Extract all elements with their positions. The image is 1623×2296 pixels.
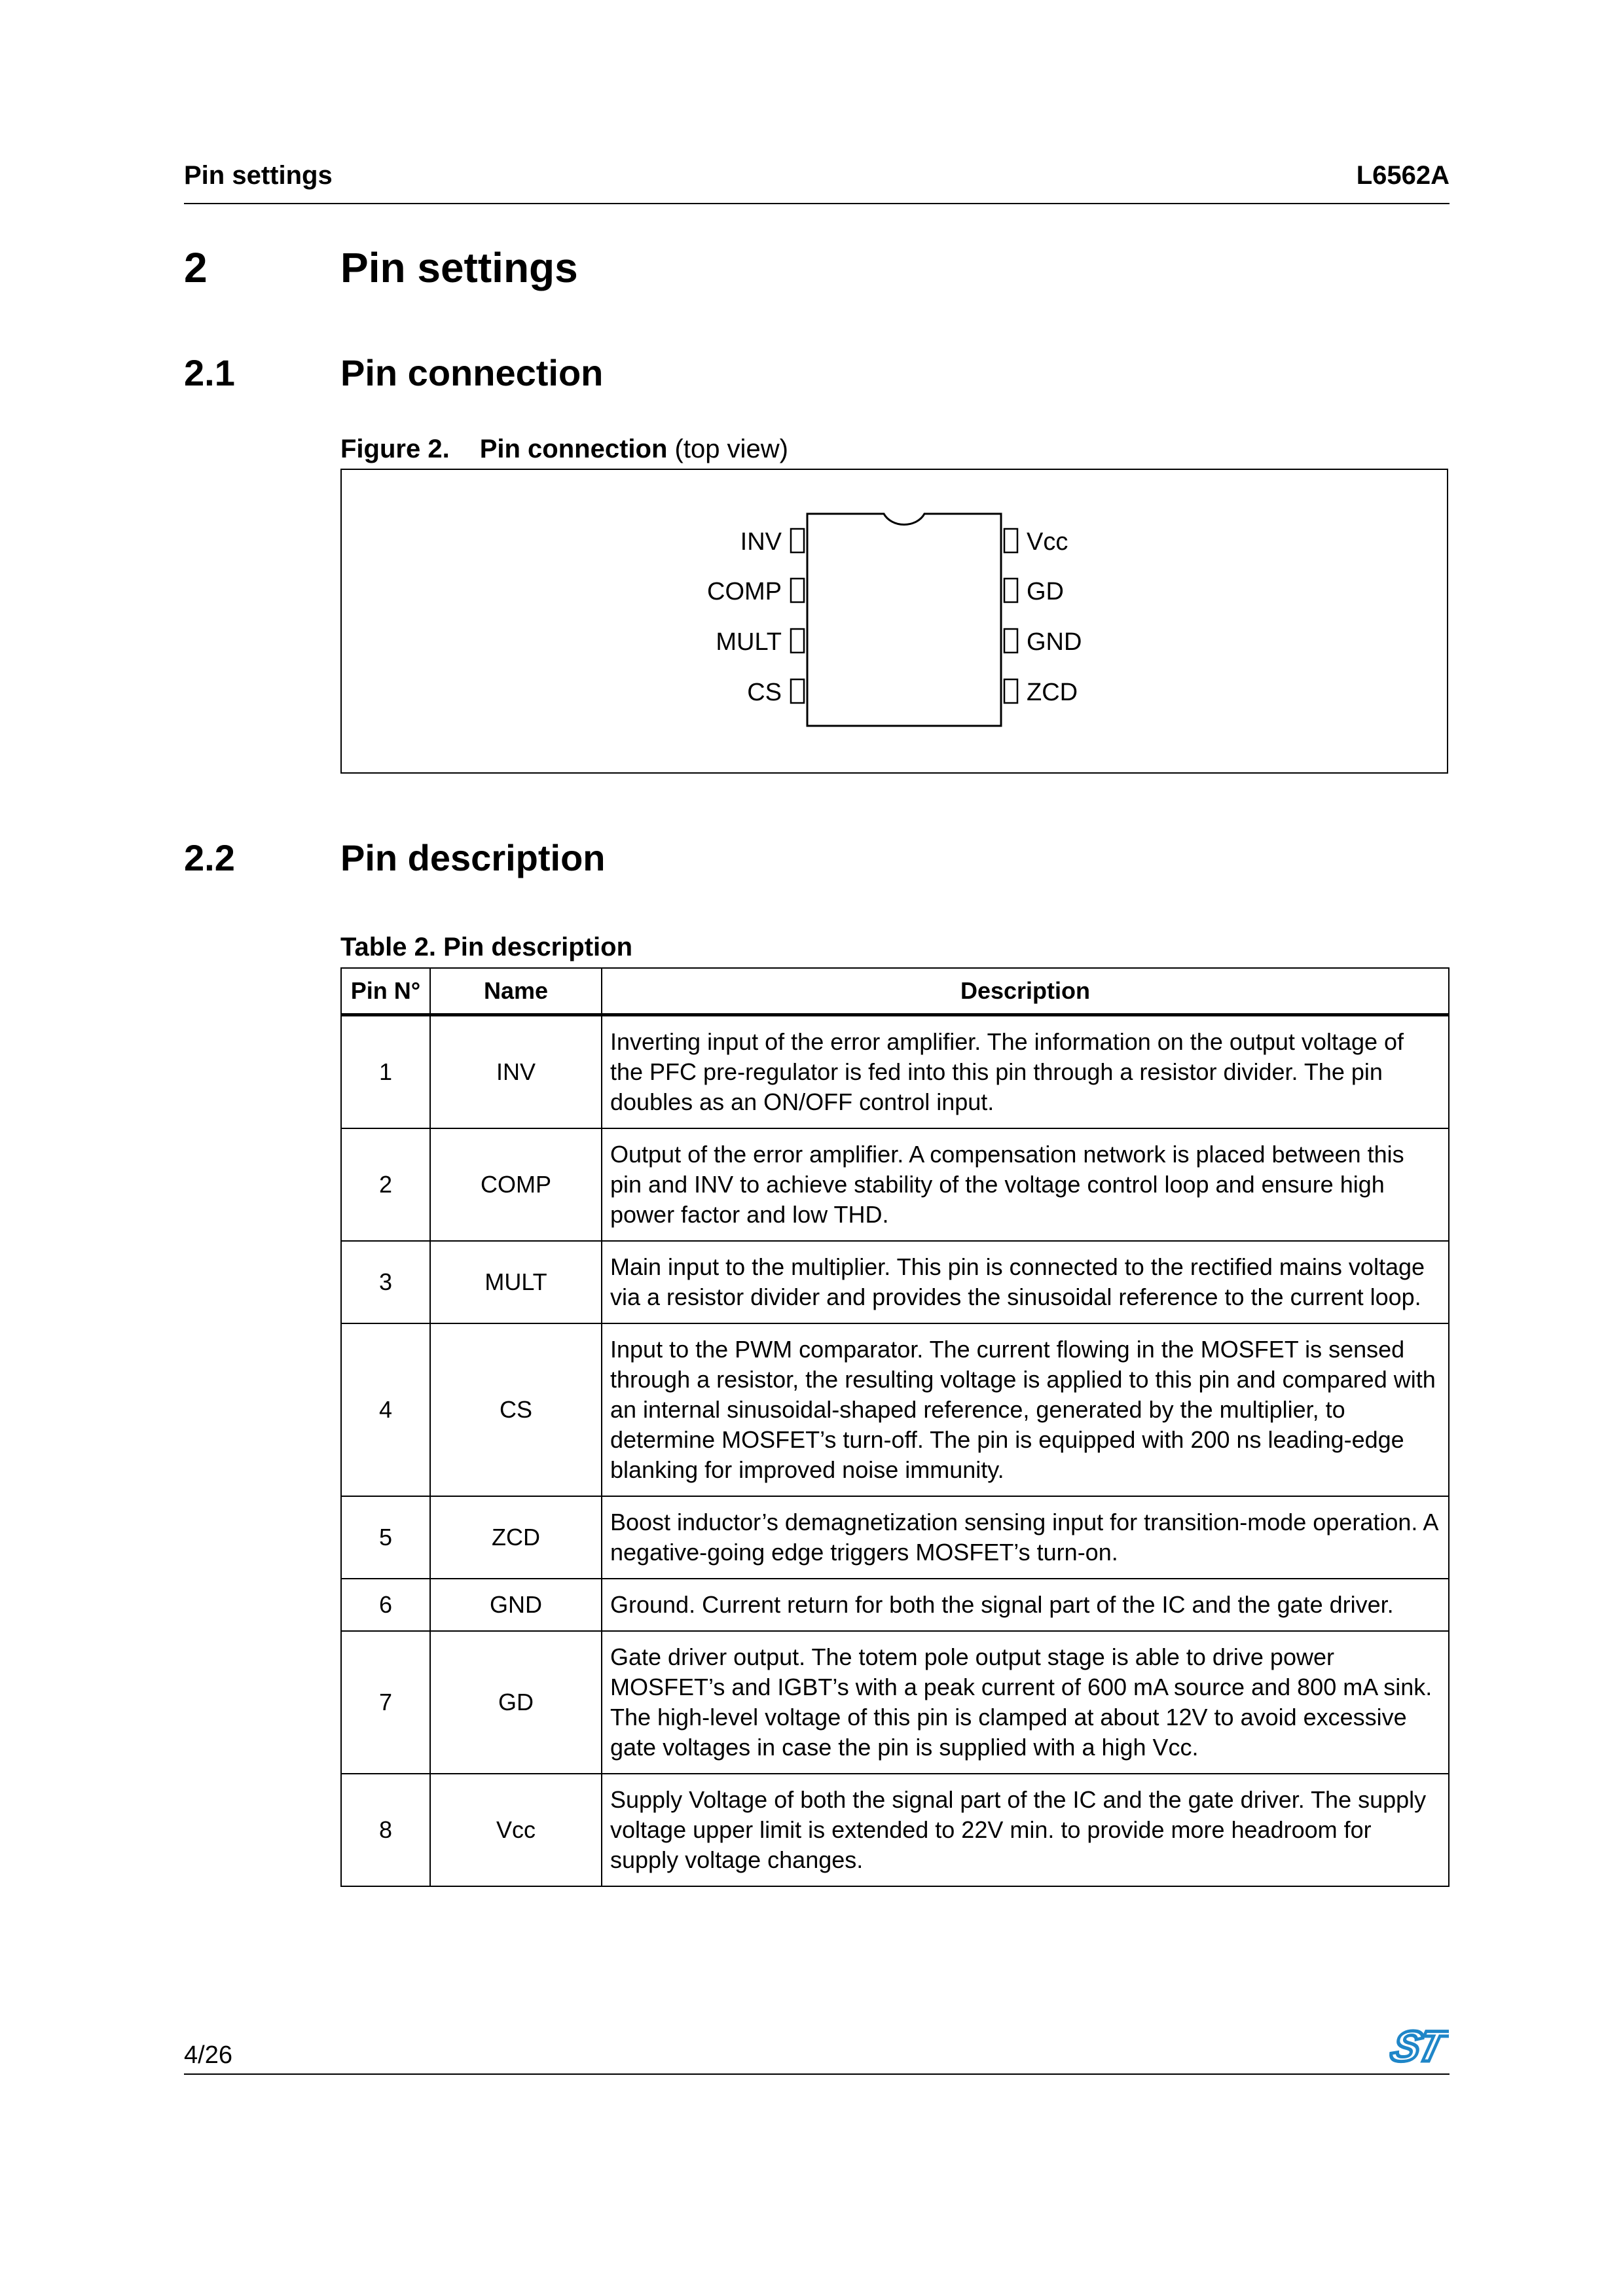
pin-name-cell: GD (430, 1631, 602, 1774)
figure-title: Pin connection (479, 435, 668, 463)
subsection-number-pin-connection: 2.1 (184, 352, 235, 393)
pin-3-lead (791, 629, 804, 653)
table-row (341, 1496, 1449, 1579)
ic-package-body (807, 514, 1001, 726)
subsection-number-pin-description: 2.2 (184, 837, 235, 878)
pin-8-lead (1004, 529, 1017, 552)
pin-description-cell: Boost inductor’s demagnetization sensing input for transition-mode operation. A negative-going edge triggers MOSFET’s turn-on. (602, 1496, 1449, 1579)
pin-number-cell: 3 (341, 1241, 430, 1323)
column-header-pin-number: Pin N° (341, 968, 430, 1015)
pin-connection-diagram (342, 470, 1447, 772)
pin-label-mult: MULT (716, 628, 782, 656)
subsection-title-pin-connection: Pin connection (340, 352, 604, 393)
pin-label-cs: CS (747, 679, 782, 706)
pin-description-cell: Main input to the multiplier. This pin is connected to the rectified mains voltage via a resistor divider and provides the sinusoidal reference to the current loop. (602, 1241, 1449, 1323)
figure-caption (340, 435, 788, 464)
st-logo-icon (1386, 2024, 1449, 2066)
pin-label-gnd: GND (1027, 628, 1082, 656)
pin-number-cell: 7 (341, 1631, 430, 1774)
pin-name-cell: GND (430, 1579, 602, 1631)
pin-name-cell: ZCD (430, 1496, 602, 1579)
running-header-part-number: L6562A (1356, 161, 1450, 190)
pin-name-cell: MULT (430, 1241, 602, 1323)
figure-label: Figure 2. (340, 435, 450, 463)
running-header-section: Pin settings (184, 161, 333, 190)
footer-rule (184, 2073, 1450, 2075)
pin-1-lead (791, 529, 804, 552)
page-number: 4/26 (184, 2041, 232, 2069)
pin-label-zcd: ZCD (1027, 679, 1078, 706)
column-header-description: Description (602, 968, 1449, 1015)
table-row (341, 1631, 1449, 1774)
pin-name-cell: CS (430, 1323, 602, 1496)
pin-number-cell: 5 (341, 1496, 430, 1579)
figure-box (340, 469, 1448, 774)
subsection-title-pin-description: Pin description (340, 837, 606, 878)
pin-description-cell: Input to the PWM comparator. The current flowing in the MOSFET is sensed through a resistor, the resulting voltage is applied to this pin and compared with an internal sinusoidal-shaped reference, generated by the multiplier, to determine MOSFET’s turn-off. The pin is equipped with 200 ns leading-edge blanking for improved noise immunity. (602, 1323, 1449, 1496)
pin-number-cell: 4 (341, 1323, 430, 1496)
pin-name-cell: COMP (430, 1128, 602, 1241)
pin-description-cell: Ground. Current return for both the signal part of the IC and the gate driver. (602, 1579, 1449, 1631)
pin-2-lead (791, 579, 804, 602)
section-title: Pin settings (340, 244, 578, 291)
pin-label-gd: GD (1027, 578, 1064, 605)
column-header-name: Name (430, 968, 602, 1015)
st-logo (1386, 2024, 1449, 2070)
pin-name-cell: Vcc (430, 1774, 602, 1886)
pin-description-cell: Inverting input of the error amplifier. The information on the output voltage of the PFC pre-regulator is fed into this pin through a resistor divider. The pin doubles as an ON/OFF control input. (602, 1015, 1449, 1129)
table-header-row (341, 968, 1449, 1015)
pin-6-lead (1004, 629, 1017, 653)
pin-name-cell: INV (430, 1015, 602, 1129)
pin-label-vcc: Vcc (1027, 528, 1068, 556)
header-rule (184, 203, 1450, 204)
pin-number-cell: 1 (341, 1015, 430, 1129)
section-number: 2 (184, 244, 208, 291)
pin-number-cell: 8 (341, 1774, 430, 1886)
figure-subtitle: (top view) (674, 435, 788, 463)
pin-description-cell: Gate driver output. The totem pole output stage is able to drive power MOSFET’s and IGBT’s with a peak current of 600 mA source and 800 mA sink. The high-level voltage of this pin is clamped at about 12V to avoid excessive gate voltages in case the pin is supplied with a high Vcc. (602, 1631, 1449, 1774)
table-row (341, 1774, 1449, 1886)
table-row (341, 1241, 1449, 1323)
pin-number-cell: 2 (341, 1128, 430, 1241)
pin-label-comp: COMP (707, 578, 782, 605)
svg-text:ST: ST (1386, 2024, 1449, 2066)
pin-label-inv: INV (740, 528, 782, 556)
table-row (341, 1323, 1449, 1496)
pin-5-lead (1004, 679, 1017, 703)
table-row (341, 1015, 1449, 1129)
table-row (341, 1128, 1449, 1241)
pin-7-lead (1004, 579, 1017, 602)
pin-description-cell: Output of the error amplifier. A compensation network is placed between this pin and INV to achieve stability of the voltage control loop and ensure high power factor and low THD. (602, 1128, 1449, 1241)
table-caption: Table 2. Pin description (340, 933, 633, 961)
pin-description-cell: Supply Voltage of both the signal part of the IC and the gate driver. The supply voltage upper limit is extended to 22V min. to provide more headroom for supply voltage changes. (602, 1774, 1449, 1886)
pin-4-lead (791, 679, 804, 703)
table-row (341, 1579, 1449, 1631)
pin-number-cell: 6 (341, 1579, 430, 1631)
pin-description-table (340, 967, 1450, 1887)
